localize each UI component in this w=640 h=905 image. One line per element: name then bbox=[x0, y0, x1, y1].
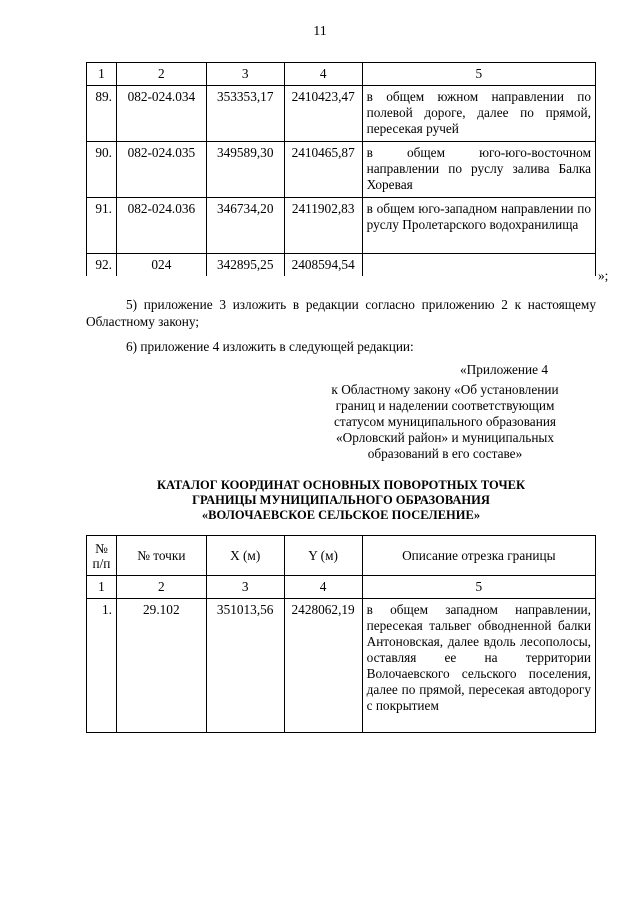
header-cell: 3 bbox=[206, 63, 284, 86]
coordinates-table bbox=[86, 535, 596, 733]
column-number: 5 bbox=[362, 576, 595, 599]
x-coordinate: 349589,30 bbox=[206, 142, 284, 198]
header-cell: 5 bbox=[362, 63, 595, 86]
x-coordinate: 346734,20 bbox=[206, 198, 284, 254]
table-row bbox=[87, 599, 596, 733]
page-number: 11 bbox=[313, 24, 327, 39]
y-coordinate: 2410423,47 bbox=[284, 86, 362, 142]
row-number: 89. bbox=[87, 86, 117, 142]
y-coordinate: 2410465,87 bbox=[284, 142, 362, 198]
row-number: 1. bbox=[87, 599, 117, 733]
point-id: 082-024.036 bbox=[116, 198, 206, 254]
catalog-title-line: ГРАНИЦЫ МУНИЦИПАЛЬНОГО ОБРАЗОВАНИЯ bbox=[192, 493, 490, 507]
column-number-row bbox=[87, 576, 596, 599]
annex-block bbox=[300, 362, 590, 462]
header-cell: Описание отрезка границы bbox=[362, 536, 595, 576]
column-number: 1 bbox=[87, 576, 117, 599]
segment-description: в общем юго-западном направлении по руслу Пролетарского водохранилища bbox=[362, 198, 595, 254]
y-coordinate: 2411902,83 bbox=[284, 198, 362, 254]
row-number: 92. bbox=[87, 254, 117, 277]
table-row bbox=[87, 254, 596, 277]
segment-description: в общем южном направлении по полевой дороге, далее по прямой, пересекая ручей bbox=[362, 86, 595, 142]
header-cell: 1 bbox=[87, 63, 117, 86]
y-coordinate: 2428062,19 bbox=[284, 599, 362, 733]
header-cell: № точки bbox=[116, 536, 206, 576]
x-coordinate: 351013,56 bbox=[206, 599, 284, 733]
header-cell: X (м) bbox=[206, 536, 284, 576]
table-header-row bbox=[87, 536, 596, 576]
segment-description: в общем западном направлении, пересекая тальвег обводненной балки Антоновская, далее вдоль лесополосы, оставляя ее на территории Волочаевского сельского поселения, далее по прямой, пересекая автодорогу с покрытием bbox=[362, 599, 595, 733]
header-cell: 4 bbox=[284, 63, 362, 86]
table-row bbox=[87, 198, 596, 254]
x-coordinate: 353353,17 bbox=[206, 86, 284, 142]
segment-description bbox=[362, 254, 595, 277]
x-coordinate: 342895,25 bbox=[206, 254, 284, 277]
closing-quote: »; bbox=[598, 268, 609, 283]
header-cell: Y (м) bbox=[284, 536, 362, 576]
column-number: 2 bbox=[116, 576, 206, 599]
paragraph-6: 6) приложение 4 изложить в следующей редакции: bbox=[126, 339, 414, 354]
point-id: 024 bbox=[116, 254, 206, 277]
annex-title: «Приложение 4 bbox=[460, 362, 548, 377]
coordinates-table-continued bbox=[86, 62, 596, 276]
table-row bbox=[87, 86, 596, 142]
column-number: 4 bbox=[284, 576, 362, 599]
segment-description: в общем юго-юго-восточном направлении по руслу залива Балка Хоревая bbox=[362, 142, 595, 198]
header-cell: № п/п bbox=[87, 536, 117, 576]
point-id: 082-024.035 bbox=[116, 142, 206, 198]
catalog-title-line: «ВОЛОЧАЕВСКОЕ СЕЛЬСКОЕ ПОСЕЛЕНИЕ» bbox=[201, 508, 481, 522]
paragraph-5: 5) приложение 3 изложить в редакции согласно приложению 2 к настоящему Областному закону; bbox=[86, 297, 596, 329]
table-row bbox=[87, 142, 596, 198]
catalog-title-line: КАТАЛОГ КООРДИНАТ ОСНОВНЫХ ПОВОРОТНЫХ ТОЧЕК bbox=[156, 478, 526, 492]
point-id: 082-024.034 bbox=[116, 86, 206, 142]
row-number: 90. bbox=[87, 142, 117, 198]
annex-text: к Областному закону «Об установлении границ и наделении соответствующим статусом муниципального образования «Орловский район» и муниципальных образований в его составе» bbox=[331, 382, 559, 461]
catalog-title bbox=[86, 478, 596, 523]
column-number: 3 bbox=[206, 576, 284, 599]
point-id: 29.102 bbox=[116, 599, 206, 733]
header-cell: 2 bbox=[116, 63, 206, 86]
y-coordinate: 2408594,54 bbox=[284, 254, 362, 277]
table-header-row bbox=[87, 63, 596, 86]
row-number: 91. bbox=[87, 198, 117, 254]
